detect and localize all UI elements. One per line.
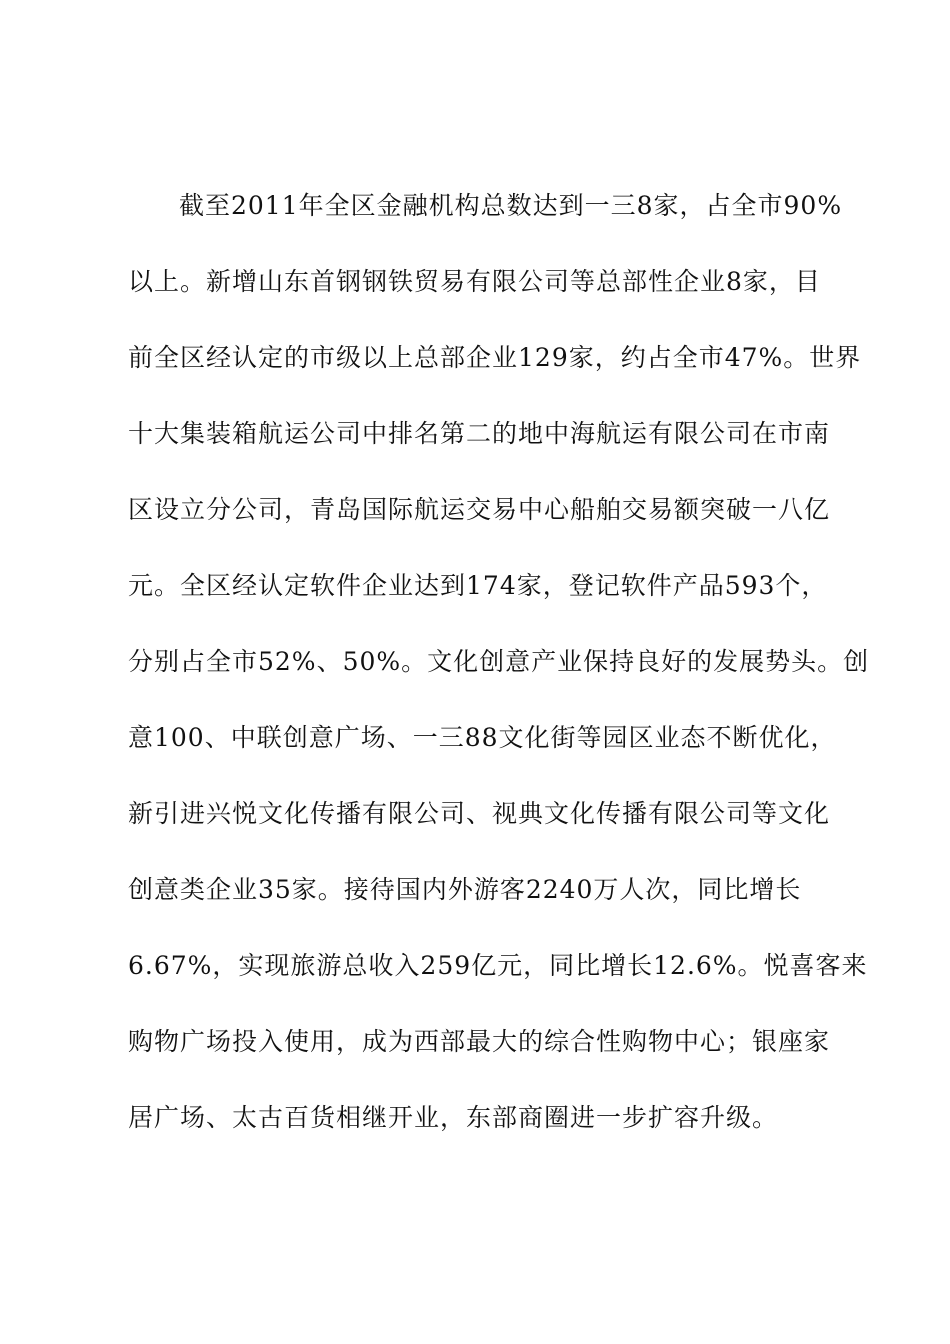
paragraph-line-12: 购物广场投入使用，成为西部最大的综合性购物中心；银座家 xyxy=(128,1027,831,1056)
paragraph-line-6: 元。全区经认定软件企业达到174家，登记软件产品593个， xyxy=(128,571,828,600)
paragraph-line-9: 新引进兴悦文化传播有限公司、视典文化传播有限公司等文化 xyxy=(128,799,831,828)
paragraph-line-10: 创意类企业35家。接待国内外游客2240万人次，同比增长 xyxy=(128,875,802,904)
paragraph-line-7: 分别占全市52%、50%。文化创意产业保持良好的发展势头。创 xyxy=(128,647,870,676)
paragraph-line-3: 前全区经认定的市级以上总部企业129家，约占全市47%。世界 xyxy=(128,343,862,372)
paragraph-line-5: 区设立分公司，青岛国际航运交易中心船舶交易额突破一八亿 xyxy=(128,495,831,524)
paragraph-line-11: 6.67%，实现旅游总收入259亿元，同比增长12.6%。悦喜客来 xyxy=(128,951,868,980)
paragraph-line-8: 意100、中联创意广场、一三88文化街等园区业态不断优化， xyxy=(128,723,837,752)
paragraph-line-2: 以上。新增山东首钢钢铁贸易有限公司等总部性企业8家，目 xyxy=(128,267,821,296)
paragraph-line-13: 居广场、太古百货相继开业，东部商圈进一步扩容升级。 xyxy=(128,1103,779,1132)
paragraph-line-1: 截至2011年全区金融机构总数达到一三8家，占全市90% xyxy=(179,191,843,220)
paragraph-line-4: 十大集装箱航运公司中排名第二的地中海航运有限公司在市南 xyxy=(128,419,831,448)
